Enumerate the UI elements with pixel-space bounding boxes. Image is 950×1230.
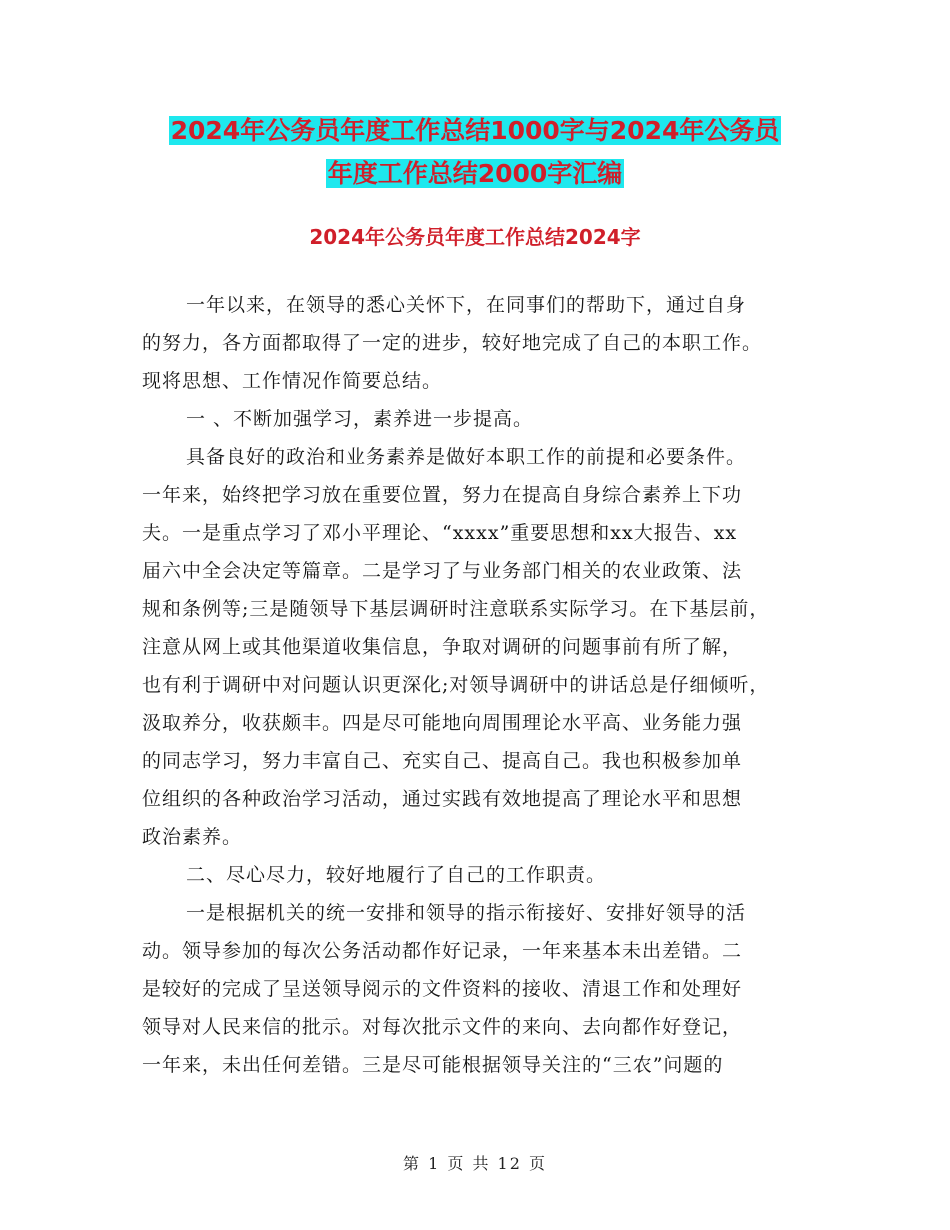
body-line: 的努力，各方面都取得了一定的进步，较好地完成了自己的本职工作。 (142, 332, 763, 354)
body-line: 汲取养分，收获颇丰。四是尽可能地向周围理论水平高、业务能力强 (142, 712, 743, 734)
document-title-line-2 (0, 154, 950, 194)
body-line: 一年来，始终把学习放在重要位置，努力在提高自身综合素养上下功 (142, 484, 743, 506)
body-line: 规和条例等;三是随领导下基层调研时注意联系实际学习。在下基层前， (142, 598, 770, 620)
body-line: 注意从网上或其他渠道收集信息，争取对调研的问题事前有所了解， (142, 636, 743, 658)
body-line: 夫。一是重点学习了邓小平理论、“xxxx”重要思想和xx大报告、xx (142, 522, 738, 544)
body-line: 一 、不断加强学习，素养进一步提高。 (186, 408, 534, 430)
body-line: 也有利于调研中对问题认识更深化;对领导调研中的讲话总是仔细倾听， (142, 674, 770, 696)
body-line: 一是根据机关的统一安排和领导的指示衔接好、安排好领导的活 (186, 902, 747, 924)
body-line: 二、尽心尽力，较好地履行了自己的工作职责。 (186, 864, 607, 886)
body-line: 的同志学习，努力丰富自己、充实自己、提高自己。我也积极参加单 (142, 750, 743, 772)
body-line: 届六中全会决定等篇章。二是学习了与业务部门相关的农业政策、法 (142, 560, 743, 582)
document-title-line-1 (0, 111, 950, 151)
body-line: 具备良好的政治和业务素养是做好本职工作的前提和必要条件。 (186, 446, 747, 468)
body-line: 动。领导参加的每次公务活动都作好记录，一年来基本未出差错。二 (142, 940, 743, 962)
body-line: 一年来，未出任何差错。三是尽可能根据领导关注的“三农”问题的 (142, 1054, 724, 1076)
body-line: 一年以来，在领导的悉心关怀下，在同事们的帮助下，通过自身 (186, 294, 747, 316)
body-line: 位组织的各种政治学习活动，通过实践有效地提高了理论水平和思想 (142, 788, 743, 810)
page-number-footer: 第 1 页 共 12 页 (403, 1154, 547, 1173)
section-heading: 2024年公务员年度工作总结2024字 (309, 225, 641, 249)
body-line: 领导对人民来信的批示。对每次批示文件的来向、去向都作好登记， (142, 1016, 743, 1038)
title-highlight-2: 年度工作总结2000字汇编 (327, 159, 623, 188)
title-highlight-1: 2024年公务员年度工作总结1000字与2024年公务员 (170, 116, 780, 145)
body-line: 政治素养。 (142, 826, 243, 848)
body-line: 现将思想、工作情况作简要总结。 (142, 370, 443, 392)
body-line: 是较好的完成了呈送领导阅示的文件资料的接收、清退工作和处理好 (142, 978, 743, 1000)
